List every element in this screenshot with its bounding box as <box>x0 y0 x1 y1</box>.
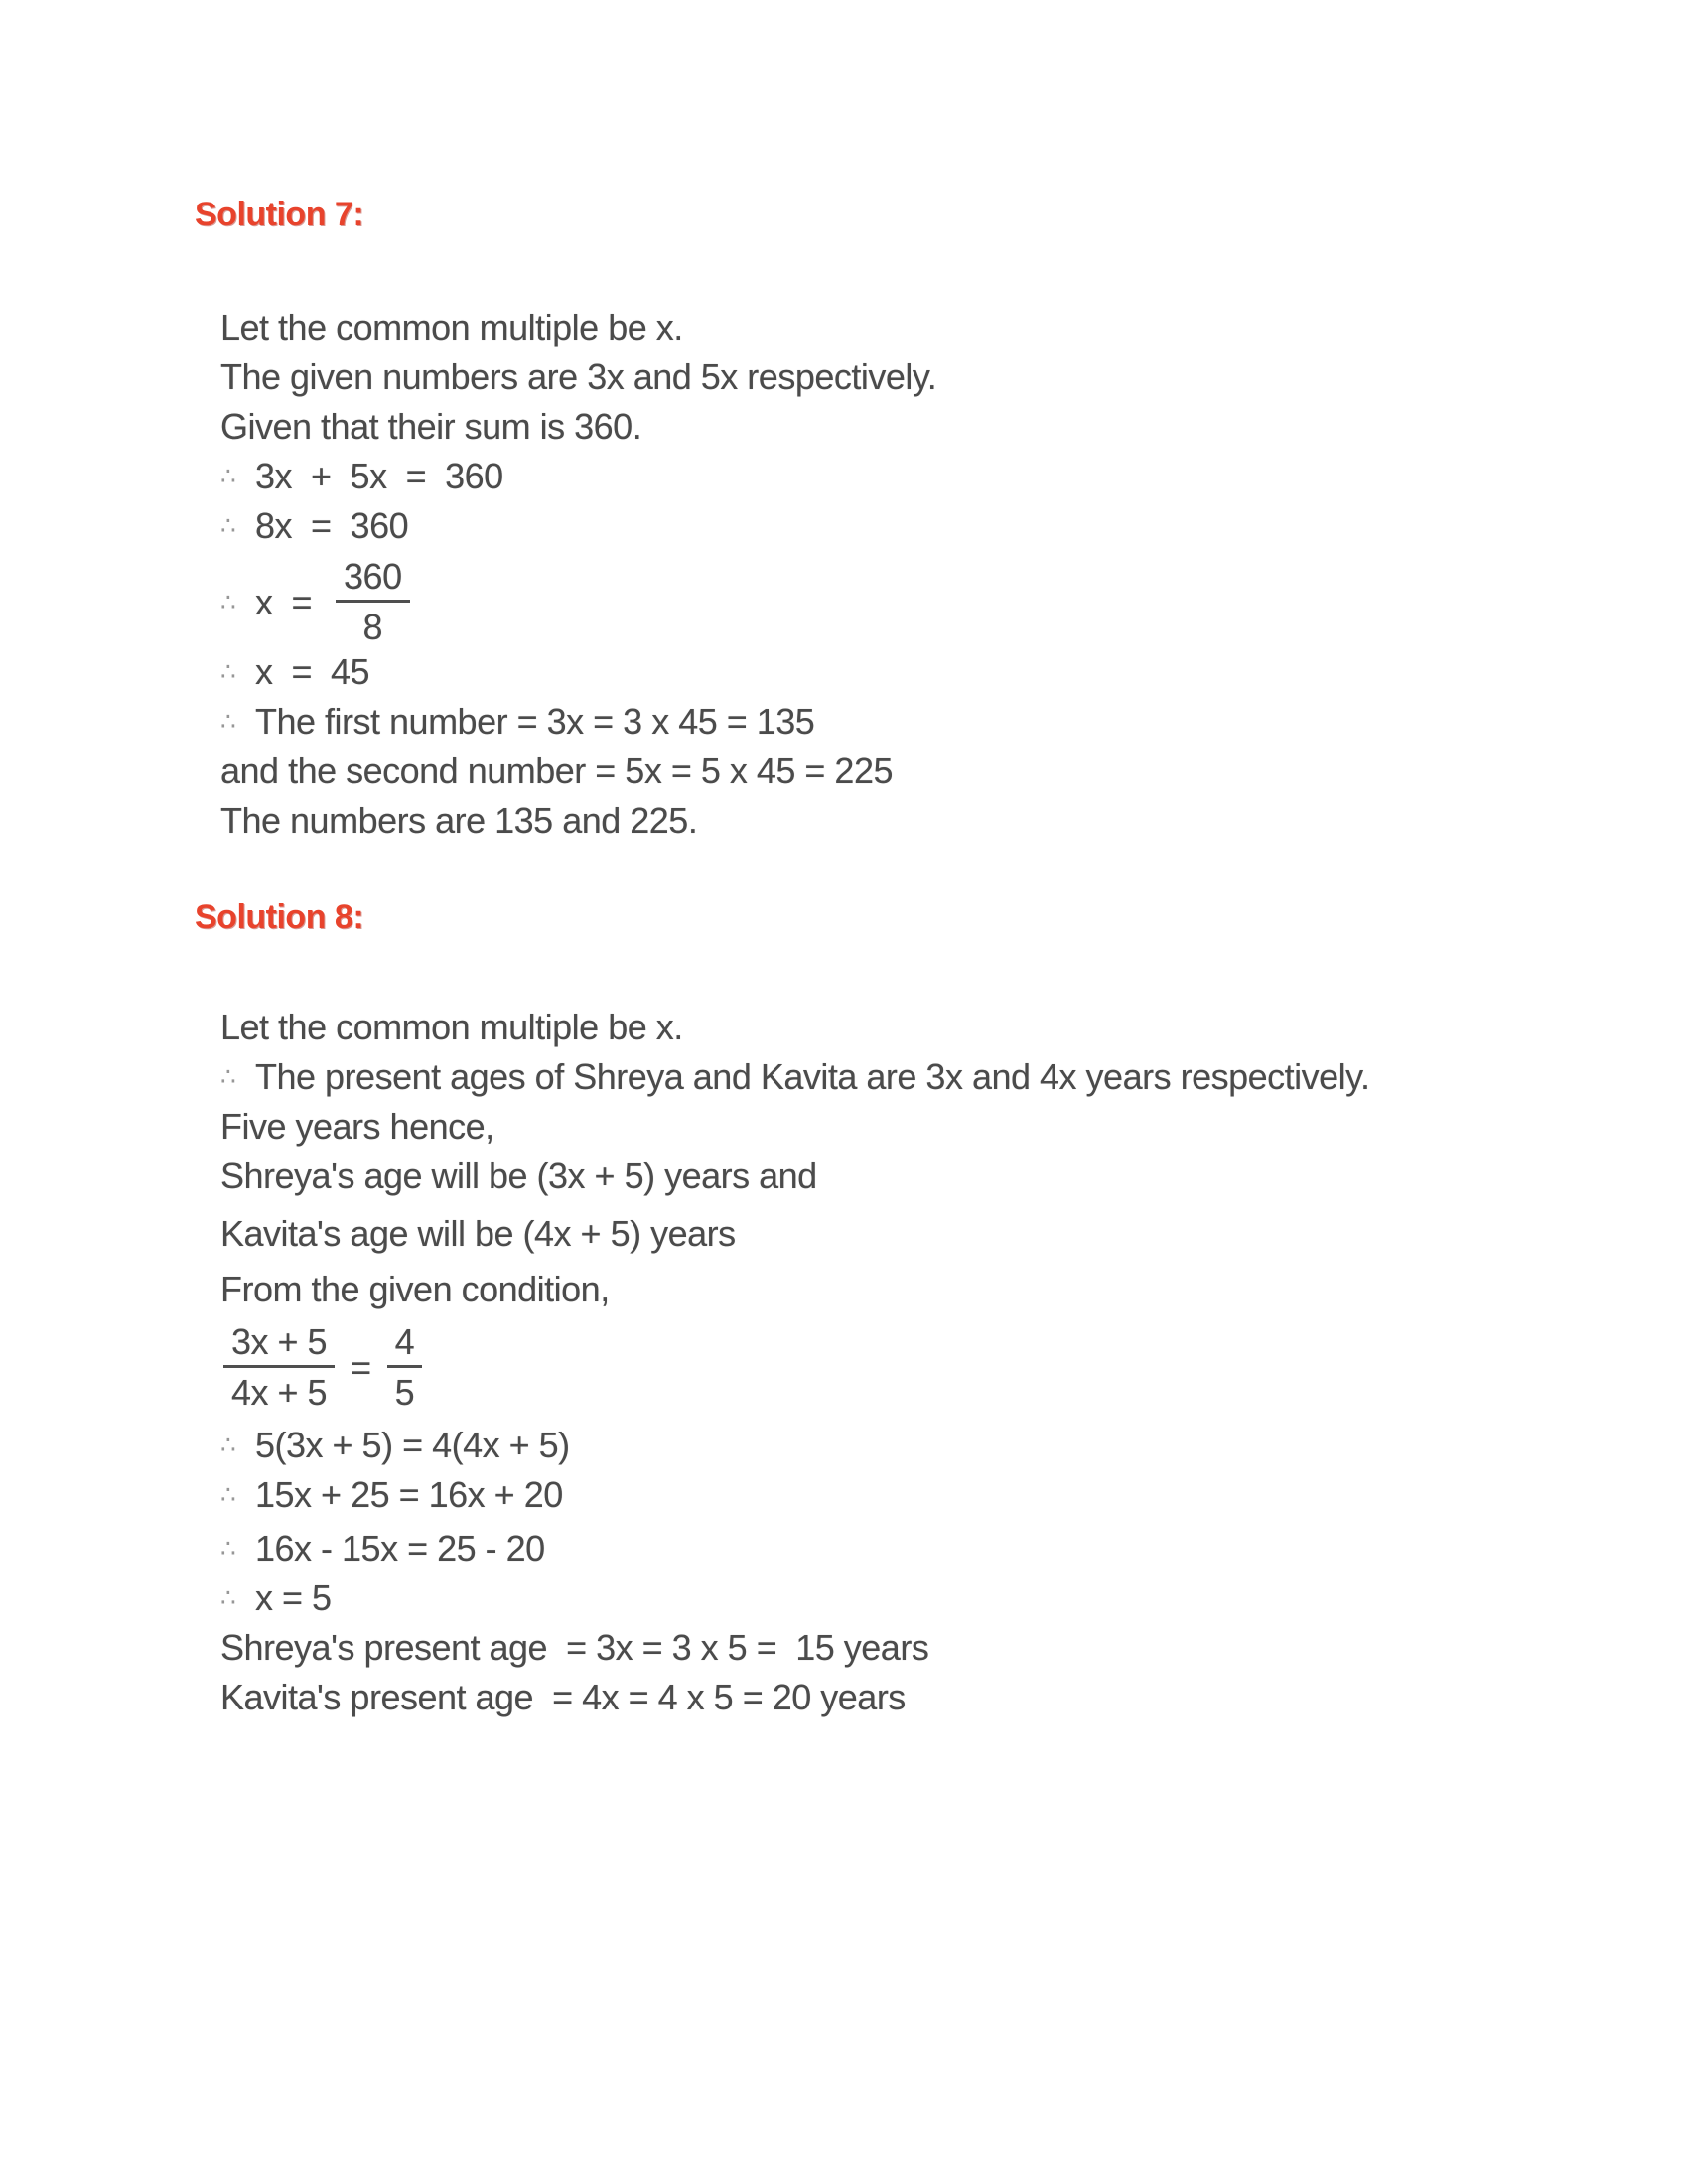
line-text: x = 5 <box>255 1577 332 1618</box>
solution8-heading: Solution 8: <box>195 898 364 936</box>
line-text: 5(3x + 5) = 4(4x + 5) <box>255 1425 570 1465</box>
line-text: 8x = 360 <box>255 505 409 546</box>
solution7-body <box>220 303 936 846</box>
solution7-heading: Solution 7: <box>195 196 364 233</box>
solution-line <box>220 1623 1369 1673</box>
therefore-symbol: ∴ <box>220 1063 236 1091</box>
solution8-body <box>220 1003 1369 1722</box>
therefore-symbol: ∴ <box>220 1584 236 1612</box>
line-text: Shreya's present age = 3x = 3 x 5 = 15 years <box>220 1627 929 1668</box>
fraction-denominator: 4x + 5 <box>231 1372 328 1413</box>
solution-line <box>220 747 936 796</box>
line-text: Let the common multiple be x. <box>220 1007 683 1047</box>
fraction-numerator: 4 <box>387 1322 423 1368</box>
line-text: 15x + 25 = 16x + 20 <box>255 1474 563 1515</box>
line-text: Shreya's age will be (3x + 5) years and <box>220 1156 817 1196</box>
fraction-equation <box>220 1322 1369 1413</box>
line-text: and the second number = 5x = 5 x 45 = 225 <box>220 751 893 791</box>
therefore-symbol: ∴ <box>220 1432 236 1459</box>
line-text: x = 45 <box>255 651 370 692</box>
fraction <box>336 557 410 647</box>
solution-line <box>220 1052 1369 1102</box>
line-text: From the given condition, <box>220 1269 610 1309</box>
line-text: The first number = 3x = 3 x 45 = 135 <box>255 701 815 742</box>
solution-line <box>220 1573 1369 1623</box>
fraction-line <box>220 557 936 647</box>
therefore-symbol: ∴ <box>220 658 236 686</box>
solution-line <box>220 402 936 452</box>
solution-line <box>220 647 936 697</box>
solution-line <box>220 1003 1369 1052</box>
line-text: Let the common multiple be x. <box>220 307 683 347</box>
solution-line <box>220 303 936 352</box>
solution-line <box>220 796 936 846</box>
line-text: 3x + 5x = 360 <box>255 456 503 496</box>
solution-line <box>220 1102 1369 1152</box>
solution-line <box>220 697 936 747</box>
solution-line <box>220 501 936 551</box>
solution-line <box>220 352 936 402</box>
therefore-symbol: ∴ <box>220 708 236 736</box>
therefore-symbol: ∴ <box>220 1481 236 1509</box>
line-text: The numbers are 135 and 225. <box>220 800 698 841</box>
line-text: Kavita's present age = 4x = 4 x 5 = 20 years <box>220 1677 906 1717</box>
line-text: Given that their sum is 360. <box>220 406 642 447</box>
fraction <box>223 1322 335 1413</box>
fraction-denominator: 8 <box>362 607 383 647</box>
fraction-denominator: 5 <box>394 1372 415 1413</box>
fraction <box>387 1322 423 1413</box>
solution-line <box>220 1209 1369 1259</box>
line-text: 16x - 15x = 25 - 20 <box>255 1528 545 1569</box>
solution-line <box>220 1421 1369 1470</box>
therefore-symbol: ∴ <box>220 1535 236 1563</box>
line-text: The present ages of Shreya and Kavita are 3x and 4x years respectively. <box>255 1056 1370 1097</box>
line-text: x = <box>255 581 313 622</box>
solution-line <box>220 1265 1369 1314</box>
solution-line <box>220 1673 1369 1722</box>
fraction-numerator: 360 <box>336 557 410 603</box>
line-text: Five years hence, <box>220 1106 494 1147</box>
equals-sign: = <box>351 1346 371 1388</box>
line-text: Kavita's age will be (4x + 5) years <box>220 1213 736 1254</box>
therefore-symbol: ∴ <box>220 463 236 490</box>
solution-line <box>220 452 936 501</box>
line-text: The given numbers are 3x and 5x respectively. <box>220 356 937 397</box>
therefore-symbol: ∴ <box>220 512 236 540</box>
therefore-symbol: ∴ <box>220 588 236 616</box>
solution-line <box>220 1152 1369 1201</box>
solution-line <box>220 1524 1369 1573</box>
fraction-numerator: 3x + 5 <box>223 1322 335 1368</box>
solution-line <box>220 1470 1369 1520</box>
